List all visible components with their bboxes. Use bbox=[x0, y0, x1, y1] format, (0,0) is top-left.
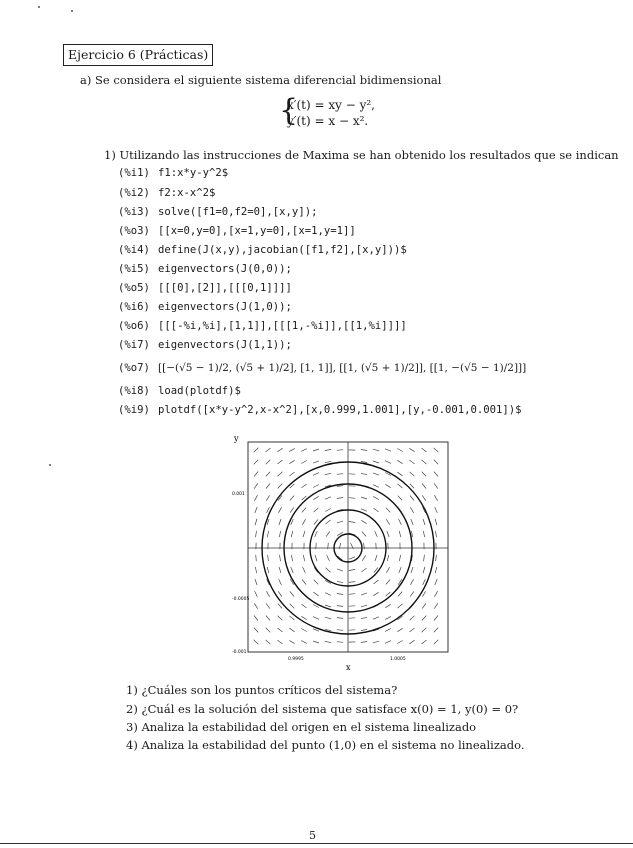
direction-arrow bbox=[349, 594, 355, 595]
direction-arrow bbox=[313, 485, 319, 488]
direction-arrow bbox=[434, 472, 438, 477]
direction-arrow bbox=[410, 591, 414, 596]
direction-arrow bbox=[361, 509, 367, 511]
question-3 bbox=[126, 720, 476, 734]
direction-arrow bbox=[325, 497, 331, 499]
direction-arrow bbox=[409, 460, 414, 464]
maxima-code: load(plotdf)$ bbox=[158, 385, 241, 397]
direction-arrow bbox=[326, 531, 330, 536]
direction-arrow bbox=[255, 591, 258, 597]
direction-arrow bbox=[337, 474, 343, 475]
question-marker: 3) bbox=[126, 720, 138, 734]
item-1-marker: 1) bbox=[104, 148, 116, 162]
direction-arrow bbox=[254, 483, 258, 488]
direction-arrow bbox=[254, 628, 258, 633]
direction-arrow bbox=[280, 555, 281, 561]
direction-arrow bbox=[397, 641, 403, 644]
question-marker: 4) bbox=[126, 738, 138, 752]
direction-arrow bbox=[254, 448, 259, 452]
direction-arrow bbox=[397, 460, 402, 463]
direction-arrow bbox=[254, 616, 258, 621]
direction-arrow bbox=[314, 520, 318, 525]
direction-arrow bbox=[410, 484, 414, 489]
direction-arrow bbox=[289, 640, 294, 643]
scan-speck bbox=[71, 10, 73, 12]
maxima-label: (%o5) bbox=[118, 282, 150, 294]
direction-arrow bbox=[423, 567, 425, 573]
question-text: ¿Cuáles son los puntos críticos del sistema? bbox=[141, 683, 398, 697]
direction-arrow bbox=[373, 485, 379, 488]
question-text: Analiza la estabilidad del punto (1,0) en el sistema no linealizado. bbox=[141, 738, 525, 752]
direction-field-plot bbox=[230, 432, 460, 672]
maxima-label: (%i1) bbox=[118, 167, 150, 179]
direction-arrow bbox=[289, 460, 294, 463]
direction-arrow bbox=[303, 531, 305, 537]
direction-arrow bbox=[314, 508, 319, 512]
direction-arrow bbox=[266, 472, 270, 477]
direction-arrow bbox=[301, 449, 307, 452]
direction-arrow bbox=[385, 616, 391, 619]
direction-arrow bbox=[267, 531, 268, 537]
y-tick-label: -0.001 bbox=[232, 650, 247, 655]
direction-arrow bbox=[302, 508, 306, 513]
direction-arrow bbox=[313, 473, 319, 476]
direction-arrow bbox=[399, 567, 401, 573]
direction-arrow bbox=[266, 484, 270, 489]
direction-arrow bbox=[327, 555, 330, 561]
equation-2: y′(t) = x − x². bbox=[287, 114, 369, 128]
direction-arrow bbox=[266, 603, 270, 608]
direction-arrow bbox=[267, 567, 269, 573]
direction-arrow bbox=[387, 531, 389, 537]
direction-arrow bbox=[255, 495, 258, 501]
direction-arrow bbox=[290, 592, 294, 597]
direction-arrow bbox=[387, 567, 390, 573]
maxima-code: define(J(x,y),jacobian([f1,f2],[x,y]))$ bbox=[158, 244, 407, 256]
scan-speck bbox=[49, 464, 51, 466]
x-axis-label: x bbox=[346, 663, 351, 672]
direction-arrow bbox=[423, 531, 424, 537]
direction-arrow bbox=[301, 629, 307, 632]
direction-arrow bbox=[277, 640, 282, 644]
direction-arrow bbox=[435, 519, 437, 525]
direction-arrow bbox=[385, 461, 391, 464]
direction-arrow bbox=[362, 555, 365, 560]
direction-arrow bbox=[349, 498, 355, 499]
maxima-line bbox=[118, 362, 526, 374]
direction-arrow bbox=[399, 555, 400, 561]
direction-arrow bbox=[301, 484, 306, 488]
direction-arrow bbox=[436, 531, 437, 537]
direction-arrow bbox=[361, 568, 366, 572]
maxima-code: solve([f1=0,f2=0],[x,y]); bbox=[158, 206, 318, 218]
maxima-label: (%i3) bbox=[118, 206, 150, 218]
direction-arrow bbox=[266, 640, 271, 644]
maxima-code: eigenvectors(J(0,0)); bbox=[158, 263, 292, 275]
direction-arrow bbox=[278, 507, 281, 513]
x-tick-label: 0.9995 bbox=[288, 657, 304, 662]
direction-arrow bbox=[385, 449, 391, 451]
direction-arrow bbox=[424, 555, 425, 561]
direction-arrow bbox=[302, 519, 305, 525]
direction-arrow bbox=[361, 629, 367, 630]
direction-arrow bbox=[397, 449, 403, 452]
direction-arrow bbox=[337, 618, 343, 619]
maxima-line bbox=[118, 263, 292, 275]
direction-arrow bbox=[313, 592, 318, 596]
question-1 bbox=[126, 683, 397, 697]
direction-arrow bbox=[422, 616, 426, 621]
direction-arrow bbox=[337, 569, 343, 571]
direction-arrow bbox=[385, 629, 391, 632]
direction-arrow bbox=[349, 569, 355, 570]
direction-arrow bbox=[387, 555, 389, 561]
maxima-line bbox=[118, 206, 317, 218]
direction-arrow bbox=[435, 579, 437, 585]
direction-arrow bbox=[422, 472, 426, 477]
x-tick-label: 1.0005 bbox=[390, 657, 406, 662]
direction-arrow bbox=[373, 449, 379, 451]
direction-arrow bbox=[313, 461, 319, 463]
maxima-label: (%i6) bbox=[118, 301, 150, 313]
direction-arrow bbox=[435, 591, 438, 597]
direction-arrow bbox=[279, 519, 281, 525]
direction-arrow bbox=[337, 630, 343, 631]
direction-arrow bbox=[278, 472, 283, 476]
question-2 bbox=[126, 702, 518, 716]
maxima-label: (%i5) bbox=[118, 263, 150, 275]
direction-arrow bbox=[435, 567, 437, 573]
direction-arrow bbox=[361, 642, 367, 643]
direction-arrow bbox=[422, 628, 427, 632]
direction-arrow bbox=[255, 507, 257, 513]
maxima-line bbox=[118, 320, 407, 332]
direction-arrow bbox=[277, 448, 282, 452]
direction-arrow bbox=[422, 604, 426, 609]
direction-arrow bbox=[290, 616, 295, 620]
question-text: Analiza la estabilidad del origen en el sistema linealizado bbox=[141, 720, 477, 734]
direction-arrow bbox=[303, 567, 306, 573]
y-tick-label: 0.001 bbox=[232, 492, 245, 497]
direction-arrow bbox=[266, 616, 270, 621]
y-tick-label: -0.0005 bbox=[232, 597, 250, 602]
direction-arrow bbox=[361, 450, 367, 451]
direction-arrow bbox=[398, 484, 403, 488]
maxima-line bbox=[118, 187, 215, 199]
maxima-line bbox=[118, 339, 292, 351]
direction-arrow bbox=[266, 628, 271, 632]
direction-arrow bbox=[434, 640, 439, 644]
intro-marker: a) bbox=[80, 73, 92, 87]
direction-arrow bbox=[302, 580, 306, 585]
direction-arrow bbox=[422, 640, 427, 644]
direction-arrow bbox=[386, 519, 389, 524]
direction-arrow bbox=[399, 519, 402, 525]
direction-arrow bbox=[410, 507, 413, 513]
direction-arrow bbox=[325, 641, 331, 642]
direction-arrow bbox=[337, 486, 343, 487]
direction-arrow bbox=[337, 642, 343, 643]
direction-arrow bbox=[386, 580, 390, 585]
maxima-line bbox=[118, 404, 522, 416]
direction-arrow bbox=[373, 592, 378, 595]
direction-arrow bbox=[434, 616, 438, 621]
direction-arrow bbox=[266, 460, 271, 464]
direction-arrow bbox=[325, 605, 331, 607]
maxima-label: (%i2) bbox=[118, 187, 150, 199]
bottom-rule bbox=[0, 843, 633, 844]
direction-arrow bbox=[373, 461, 379, 463]
maxima-label: (%i8) bbox=[118, 385, 150, 397]
direction-arrow bbox=[291, 555, 292, 561]
maxima-code: f2:x-x^2$ bbox=[158, 187, 216, 199]
scan-speck bbox=[38, 6, 40, 8]
intro-text: Se considera el siguiente sistema diferencial bidimensional bbox=[95, 73, 442, 87]
direction-arrow bbox=[279, 531, 280, 537]
maxima-code: eigenvectors(J(1,1)); bbox=[158, 339, 292, 351]
maxima-label: (%i9) bbox=[118, 404, 150, 416]
direction-arrow bbox=[266, 448, 271, 452]
direction-arrow bbox=[375, 531, 378, 537]
direction-arrow bbox=[361, 617, 367, 618]
direction-arrow bbox=[398, 592, 402, 597]
maxima-code: f1:x*y-y^2$ bbox=[158, 167, 229, 179]
direction-arrow bbox=[434, 483, 438, 488]
direction-arrow bbox=[423, 519, 425, 525]
direction-arrow bbox=[325, 509, 331, 512]
direction-arrow bbox=[278, 604, 282, 609]
direction-arrow bbox=[278, 460, 283, 464]
direction-arrow bbox=[325, 593, 331, 596]
direction-arrow bbox=[349, 557, 355, 559]
direction-arrow bbox=[337, 581, 343, 582]
direction-arrow bbox=[373, 473, 379, 475]
direction-arrow bbox=[422, 460, 427, 464]
direction-arrow bbox=[397, 472, 402, 476]
direction-arrow bbox=[278, 484, 282, 489]
direction-arrow bbox=[422, 484, 426, 489]
direction-arrow bbox=[325, 617, 331, 619]
direction-arrow bbox=[399, 531, 401, 537]
direction-arrow bbox=[291, 567, 293, 573]
maxima-label: (%i7) bbox=[118, 339, 150, 351]
maxima-line bbox=[118, 167, 228, 179]
item-1-text: Utilizando las instrucciones de Maxima se han obtenido los resultados que se indican bbox=[119, 148, 619, 162]
direction-arrow bbox=[373, 641, 379, 643]
direction-arrow bbox=[325, 449, 331, 450]
direction-arrow bbox=[373, 508, 378, 512]
direction-arrow bbox=[278, 628, 283, 632]
direction-arrow bbox=[410, 472, 415, 476]
direction-arrow bbox=[303, 555, 304, 561]
direction-arrow bbox=[361, 520, 366, 523]
intro-paragraph bbox=[80, 73, 441, 87]
direction-arrow bbox=[410, 616, 415, 620]
direction-arrow bbox=[385, 641, 391, 644]
maxima-label: (%o6) bbox=[118, 320, 150, 332]
direction-arrow bbox=[268, 555, 269, 561]
direction-arrow bbox=[289, 472, 294, 476]
direction-arrow bbox=[254, 603, 257, 608]
direction-arrow bbox=[255, 519, 257, 525]
direction-arrow bbox=[291, 531, 293, 537]
direction-arrow bbox=[254, 460, 258, 465]
direction-arrow bbox=[434, 628, 438, 633]
direction-arrows bbox=[254, 448, 439, 644]
direction-arrow bbox=[313, 641, 319, 643]
direction-arrow bbox=[409, 640, 414, 644]
direction-arrow bbox=[315, 531, 318, 537]
direction-arrow bbox=[278, 591, 282, 596]
direction-arrow bbox=[315, 555, 317, 561]
direction-arrow bbox=[289, 448, 295, 451]
direction-arrow bbox=[386, 592, 391, 596]
direction-arrow bbox=[337, 521, 343, 523]
y-axis-label: y bbox=[234, 434, 239, 443]
direction-arrow bbox=[361, 497, 367, 499]
question-text: ¿Cuál es la solución del sistema que satisface x(0) = 1, y(0) = 0? bbox=[141, 702, 519, 716]
direction-arrow bbox=[326, 568, 331, 572]
direction-arrow bbox=[279, 567, 281, 573]
direction-arrow bbox=[289, 628, 294, 632]
direction-arrow bbox=[410, 496, 414, 501]
direction-arrow bbox=[256, 531, 257, 537]
direction-arrow bbox=[397, 628, 402, 631]
direction-arrow bbox=[361, 473, 367, 474]
direction-arrow bbox=[386, 508, 390, 513]
direction-arrow bbox=[313, 449, 319, 451]
direction-arrow bbox=[278, 616, 283, 620]
direction-arrow bbox=[373, 496, 379, 499]
direction-arrow bbox=[349, 582, 355, 583]
direction-arrow bbox=[398, 496, 402, 501]
direction-arrow bbox=[349, 522, 355, 523]
direction-arrow bbox=[279, 579, 282, 585]
maxima-line bbox=[118, 385, 241, 397]
direction-arrow bbox=[313, 496, 318, 499]
direction-arrow bbox=[435, 507, 438, 513]
direction-arrow bbox=[290, 496, 294, 501]
direction-arrow bbox=[375, 555, 377, 561]
direction-arrow bbox=[337, 594, 343, 595]
maxima-label: (%o3) bbox=[118, 225, 150, 237]
maxima-code: [[x=0,y=0],[x=1,y=0],[x=1,y=1]] bbox=[158, 225, 356, 237]
maxima-line bbox=[118, 301, 292, 313]
direction-arrow bbox=[422, 448, 427, 452]
direction-arrow bbox=[410, 628, 415, 632]
maxima-code: plotdf([x*y-y^2,x-x^2],[x,0.999,1.001],[y,-0.001,0.001])$ bbox=[158, 404, 522, 416]
maxima-code: [[[0],[2]],[[[0,1]]]] bbox=[158, 282, 292, 294]
direction-arrow bbox=[385, 484, 390, 487]
direction-arrow bbox=[373, 617, 379, 619]
direction-arrow bbox=[325, 473, 331, 475]
maxima-line bbox=[118, 282, 292, 294]
page-number: 5 bbox=[309, 829, 316, 842]
direction-arrow bbox=[361, 605, 367, 607]
direction-arrow bbox=[314, 580, 319, 584]
maxima-line bbox=[118, 244, 407, 256]
direction-arrow bbox=[325, 461, 331, 462]
direction-arrow bbox=[254, 472, 258, 477]
direction-arrow bbox=[337, 606, 343, 607]
maxima-label: (%i4) bbox=[118, 244, 150, 256]
maxima-line bbox=[118, 225, 356, 237]
direction-arrow bbox=[361, 593, 367, 595]
maxima-code: eigenvectors(J(1,0)); bbox=[158, 301, 292, 313]
question-marker: 1) bbox=[126, 683, 138, 697]
item-1-paragraph bbox=[104, 148, 619, 162]
direction-arrow bbox=[362, 532, 366, 537]
direction-arrow bbox=[266, 495, 269, 500]
direction-arrow bbox=[301, 641, 307, 644]
direction-arrow bbox=[434, 603, 438, 608]
direction-arrow bbox=[409, 448, 414, 451]
differential-system bbox=[279, 93, 375, 129]
equation-1: x′(t) = xy − y², bbox=[287, 98, 375, 112]
system-brace: { bbox=[279, 93, 299, 128]
question-marker: 2) bbox=[126, 702, 138, 716]
direction-arrow bbox=[267, 507, 270, 513]
direction-arrow bbox=[254, 640, 259, 644]
direction-arrow bbox=[266, 591, 269, 597]
direction-arrow bbox=[301, 616, 306, 619]
direction-arrow bbox=[326, 520, 331, 524]
maxima-label: (%o7) bbox=[118, 362, 150, 374]
direction-arrow bbox=[398, 604, 403, 608]
direction-arrow bbox=[374, 580, 379, 584]
direction-arrow bbox=[290, 507, 294, 512]
maxima-code: [[[-%i,%i],[1,1]],[[[1,-%i]],[[1,%i]]]] bbox=[158, 320, 407, 332]
direction-arrow bbox=[411, 519, 413, 525]
direction-arrow bbox=[436, 555, 437, 561]
direction-arrow bbox=[422, 495, 426, 500]
direction-arrow bbox=[255, 579, 257, 585]
direction-arrow bbox=[434, 460, 438, 465]
direction-arrow bbox=[255, 567, 256, 573]
direction-arrow bbox=[434, 495, 437, 501]
direction-arrow bbox=[411, 579, 414, 585]
direction-arrow bbox=[256, 555, 257, 561]
direction-arrow bbox=[422, 591, 425, 596]
direction-field-svg bbox=[230, 432, 460, 672]
direction-arrow bbox=[301, 461, 307, 464]
maxima-code: [[−(√5 − 1)/2, (√5 + 1)/2], [1, 1]], [[1, (√5 + 1)/2]], [[1, −(√5 − 1)/2]]] bbox=[158, 362, 527, 374]
direction-arrow bbox=[290, 604, 295, 608]
direction-arrow bbox=[411, 567, 413, 573]
direction-arrow bbox=[337, 450, 343, 451]
direction-arrow bbox=[434, 448, 439, 452]
direction-arrow bbox=[385, 604, 390, 608]
exercise-title: Ejercicio 6 (Prácticas) bbox=[63, 44, 213, 66]
direction-arrow bbox=[423, 579, 426, 585]
question-4 bbox=[126, 738, 525, 752]
direction-arrow bbox=[337, 498, 343, 499]
direction-arrow bbox=[302, 604, 307, 608]
direction-arrow bbox=[313, 617, 319, 620]
